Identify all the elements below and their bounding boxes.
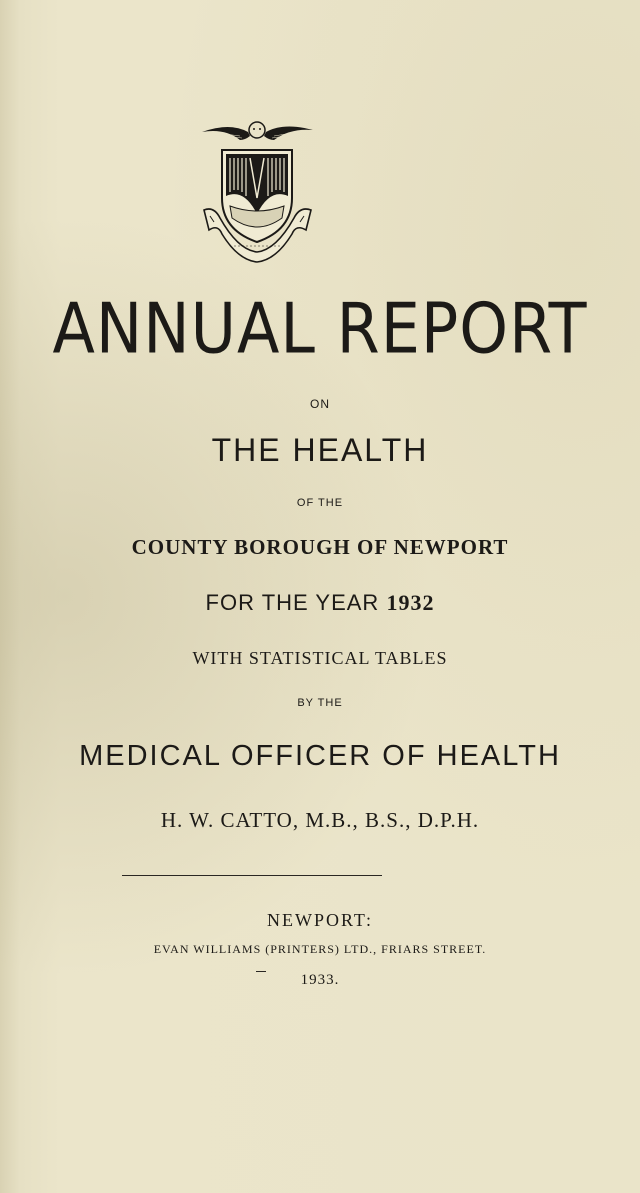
shield-icon: [222, 150, 292, 242]
author-name: H. W. CATTO, M.B., B.S., D.P.H.: [160, 808, 480, 832]
of-the-label: OF THE: [296, 497, 344, 509]
publication-year: 1933.: [300, 972, 340, 988]
by-the-label: BY THE: [297, 697, 343, 709]
cherub-icon: [202, 122, 313, 140]
borough-crest-emblem: [200, 118, 315, 268]
report-subject: THE HEALTH: [211, 432, 429, 468]
report-year: 1932: [386, 590, 435, 615]
year-prefix: FOR THE YEAR: [205, 590, 380, 615]
imprint-place: NEWPORT:: [266, 910, 374, 930]
report-year-line: [0, 590, 640, 616]
report-title: ANNUAL REPORT: [52, 287, 588, 370]
imprint-printer: EVAN WILLIAMS (PRINTERS) LTD., FRIARS STREET.: [153, 942, 487, 956]
divider-rule: [122, 875, 382, 876]
statistical-tables-line: WITH STATISTICAL TABLES: [192, 648, 448, 668]
borough-name: COUNTY BOROUGH OF NEWPORT: [131, 535, 509, 559]
officer-title: MEDICAL OFFICER OF HEALTH: [79, 740, 561, 772]
on-label: ON: [310, 397, 330, 411]
